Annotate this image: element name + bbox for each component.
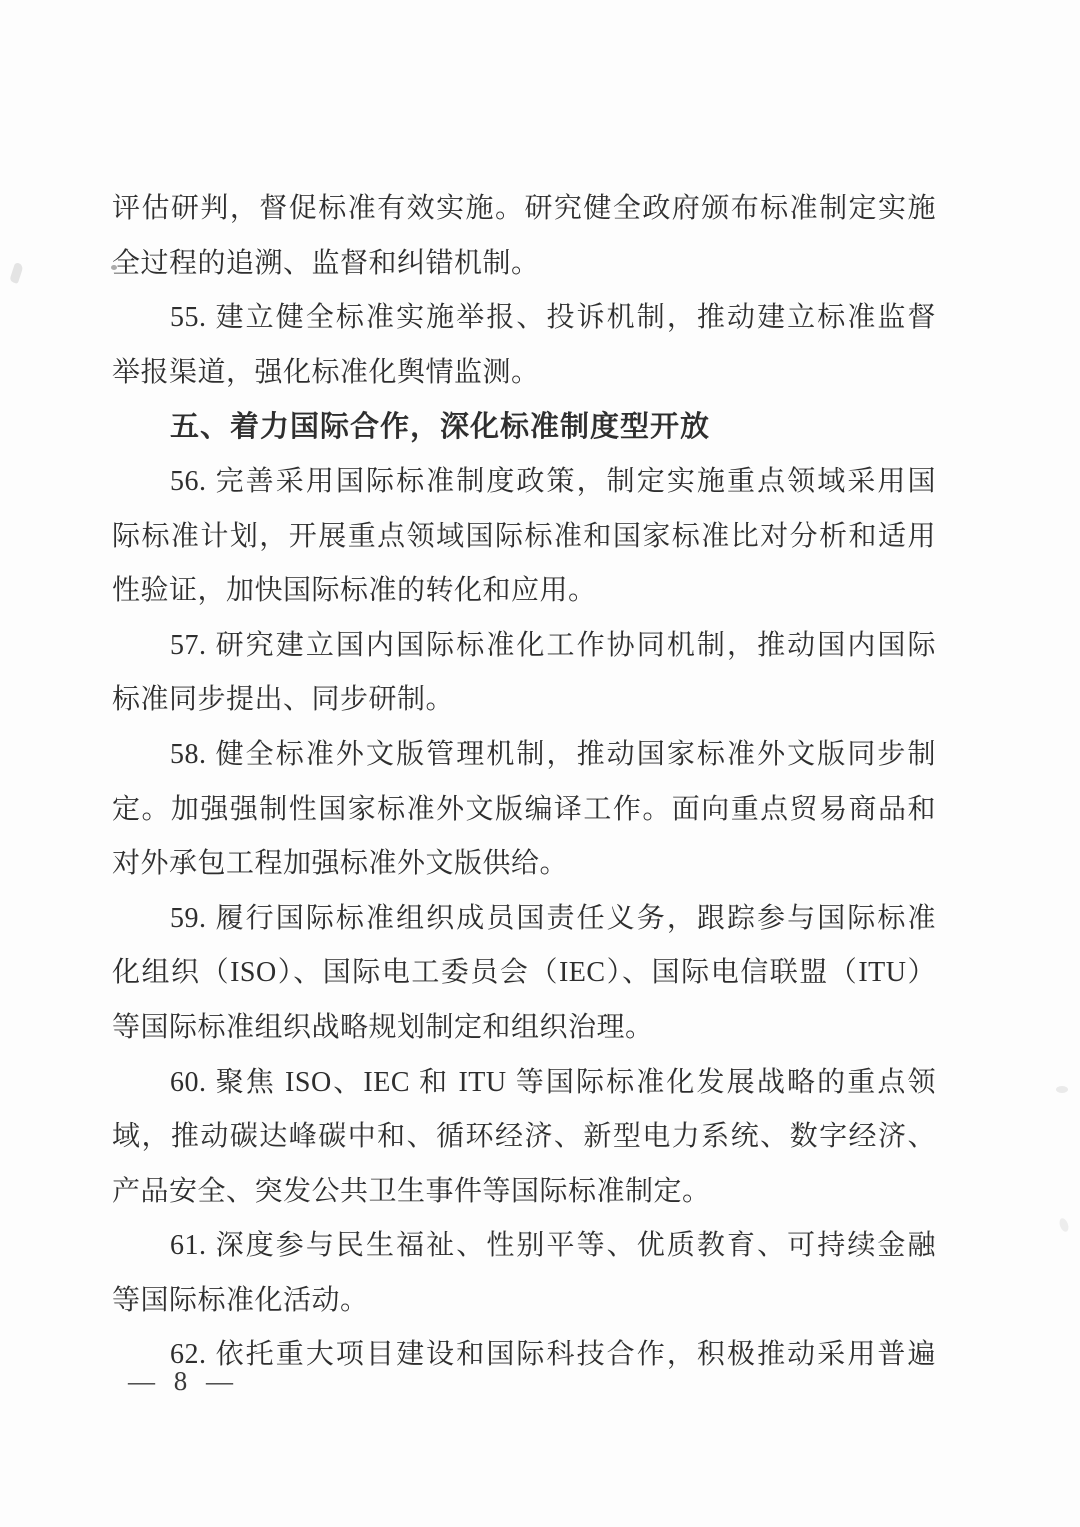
scan-artifact	[1056, 1086, 1068, 1093]
item-55-line-2: 举报渠道，强化标准化舆情监测。	[112, 356, 540, 388]
item-61-line-2: 等国际标准化活动。	[112, 1284, 369, 1316]
item-62-line-1: 62. 依托重大项目建设和国际科技合作，积极推动采用普遍	[170, 1339, 936, 1371]
item-56-line-3: 性验证，加快国际标准的转化和应用。	[112, 575, 597, 607]
item-61-line-1: 61. 深度参与民生福祉、性别平等、优质教育、可持续金融	[170, 1230, 936, 1262]
item-59-line-3: 等国际标准组织战略规划制定和组织治理。	[112, 1011, 654, 1043]
item-58-line-3: 对外承包工程加强标准外文版供给。	[112, 848, 569, 880]
item-57-line-1: 57. 研究建立国内国际标准化工作协同机制，推动国内国际	[170, 629, 936, 661]
scan-artifact	[111, 265, 117, 270]
scan-artifact	[9, 262, 24, 284]
item-55-line-1: 55. 建立健全标准实施举报、投诉机制，推动建立标准监督	[170, 302, 936, 334]
item-60-line-3: 产品安全、突发公共卫生事件等国际标准制定。	[112, 1175, 711, 1207]
item-57-line-2: 标准同步提出、同步研制。	[112, 684, 455, 716]
item-58-line-2: 定。加强强制性国家标准外文版编译工作。面向重点贸易商品和	[112, 793, 936, 825]
item-56-line-1: 56. 完善采用国际标准制度政策，制定实施重点领域采用国	[170, 465, 936, 497]
item-59-line-2: 化组织（ISO）、国际电工委员会（IEC）、国际电信联盟（ITU）	[112, 957, 936, 989]
document-body	[112, 182, 936, 1383]
section-5-heading: 五、着力国际合作，深化标准制度型开放	[170, 411, 711, 444]
item-54-continuation-line-2: 全过程的追溯、监督和纠错机制。	[112, 247, 540, 279]
item-56-line-2: 际标准计划，开展重点领域国际标准和国家标准比对分析和适用	[112, 520, 936, 552]
item-54-continuation-line-1: 评估研判，督促标准有效实施。研究健全政府颁布标准制定实施	[112, 193, 936, 224]
scan-artifact	[1058, 1217, 1070, 1233]
item-60-line-1: 60. 聚焦 ISO、IEC 和 ITU 等国际标准化发展战略的重点领	[170, 1066, 936, 1098]
item-58-line-1: 58. 健全标准外文版管理机制，推动国家标准外文版同步制	[170, 738, 936, 770]
item-60-line-2: 域，推动碳达峰碳中和、循环经济、新型电力系统、数字经济、	[112, 1121, 936, 1153]
item-59-line-1: 59. 履行国际标准组织成员国责任义务，跟踪参与国际标准	[170, 902, 936, 934]
page-number: — 8 —	[128, 1366, 239, 1396]
